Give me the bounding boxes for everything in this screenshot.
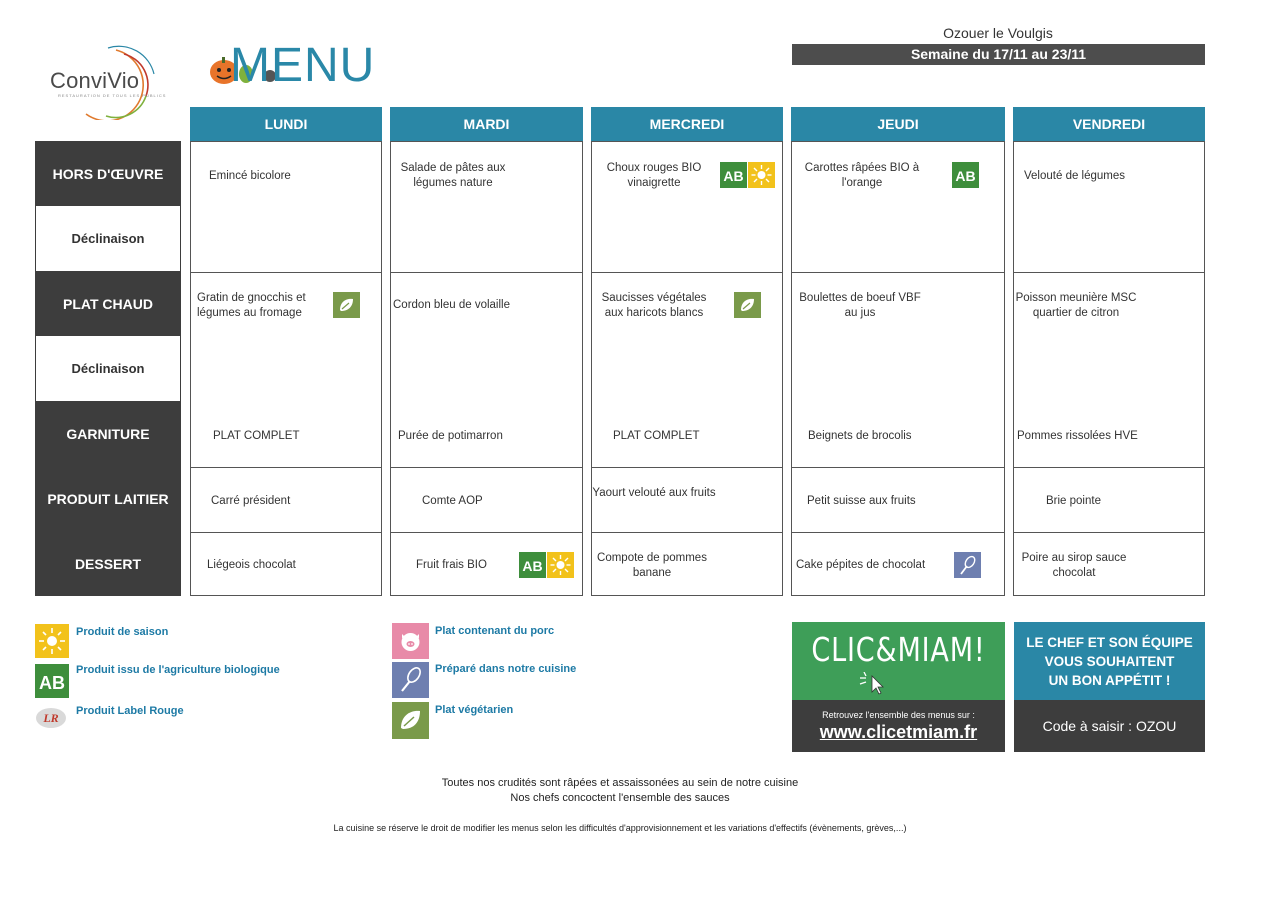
row-header-produit-laitier: PRODUIT LAITIER — [35, 466, 181, 531]
ab-organic-icon — [720, 162, 747, 188]
menu-cell: Yaourt velouté aux fruits — [592, 487, 716, 499]
sun-icon — [35, 624, 69, 658]
menu-cell: Pommes rissolées HVE — [1017, 430, 1138, 442]
svg-text:AB: AB — [39, 673, 65, 693]
menu-cell: Emincé bicolore — [209, 170, 291, 182]
svg-text:LR: LR — [43, 711, 59, 725]
menu-cell: Beignets de brocolis — [808, 430, 912, 442]
menu-cell: Brie pointe — [1046, 495, 1101, 507]
logo-tagline: RESTAURATION DE TOUS LES PUBLICS — [58, 93, 167, 98]
legend-vegetarian-label: Plat végétarien — [435, 704, 514, 716]
menu-cell: Liégeois chocolat — [207, 559, 296, 571]
menu-cell: Saucisses végétales aux haricots blancs — [601, 292, 707, 319]
menu-cell: Salade de pâtes aux légumes nature — [400, 162, 506, 189]
svg-text:AB: AB — [723, 168, 744, 184]
whisk-icon — [954, 552, 981, 578]
legend-homemade-label: Préparé dans notre cuisine — [435, 663, 577, 675]
day-header-mercredi: MERCREDI — [591, 107, 783, 141]
legend-seasonal-label: Produit de saison — [76, 626, 169, 638]
menu-cell: Fruit frais BIO — [416, 559, 487, 571]
clic-miam-subtitle: Retrouvez l'ensemble des menus sur : — [822, 710, 975, 720]
clic-miam-title: CLIC&MIAM! — [811, 630, 986, 669]
row-header-plat-chaud: PLAT CHAUD — [35, 271, 181, 336]
row-header-hors-doeuvre: HORS D'ŒUVRE — [35, 141, 181, 206]
menu-cell: Compote de pommes banane — [597, 552, 707, 579]
week-banner: Semaine du 17/11 au 23/11 — [792, 44, 1205, 65]
convivio-logo — [46, 44, 168, 120]
footer-note-1: Toutes nos crudités sont râpées et assaissonées au sein de notre cuisine — [441, 777, 799, 789]
leaf-icon — [734, 292, 761, 318]
row-header-garniture: GARNITURE — [35, 401, 181, 466]
day-header-jeudi: JEUDI — [791, 107, 1005, 141]
footer-note-2: Nos chefs concoctent l'ensemble des sauces — [510, 792, 730, 804]
city-name: Ozouer le Voulgis — [943, 25, 1053, 41]
whisk-icon — [392, 662, 429, 698]
row-header-declinaison-2: Déclinaison — [35, 336, 181, 401]
day-header-vendredi: VENDREDI — [1013, 107, 1205, 141]
day-header-lundi: LUNDI — [190, 107, 382, 141]
day-column-vendredi — [1013, 141, 1205, 596]
menu-cell: Comte AOP — [422, 495, 483, 507]
menu-cell: Poire au sirop sauce chocolat — [1021, 552, 1127, 579]
ab-organic-icon — [35, 664, 69, 698]
chef-message-line: UN BON APPÉTIT ! — [1048, 673, 1171, 688]
clic-miam-panel[interactable] — [792, 622, 1005, 752]
svg-text:AB: AB — [522, 558, 543, 574]
legend-organic-label: Produit issu de l'agriculture biologique — [76, 664, 280, 676]
row-header-dessert: DESSERT — [35, 531, 181, 596]
day-column-jeudi — [791, 141, 1005, 596]
legend-pork-label: Plat contenant du porc — [435, 625, 555, 637]
menu-cell: Velouté de légumes — [1024, 170, 1126, 182]
menu-cell: Cake pépites de chocolat — [796, 559, 926, 571]
menu-cell: Petit suisse aux fruits — [807, 495, 916, 507]
sun-icon — [748, 162, 775, 188]
ab-organic-icon — [519, 552, 546, 578]
menu-cell: Choux rouges BIO vinaigrette — [606, 162, 702, 189]
row-header-declinaison-1: Déclinaison — [35, 206, 181, 271]
day-header-mardi: MARDI — [390, 107, 583, 141]
leaf-icon — [392, 702, 429, 739]
menu-title-text: MENU — [230, 39, 376, 92]
clic-miam-url[interactable]: www.clicetmiam.fr — [819, 722, 978, 742]
menu-cell: Carré président — [211, 495, 291, 507]
chef-message-line: LE CHEF ET SON ÉQUIPE — [1026, 635, 1193, 650]
day-column-lundi — [190, 141, 382, 596]
clic-miam-logo — [792, 622, 1005, 700]
footer-disclaimer: La cuisine se réserve le droit de modifier les menus selon les difficultés d'approvisionnement et les variations d'effectifs (évènements, grèves,...) — [333, 823, 907, 833]
day-column-mardi — [390, 141, 583, 596]
menu-cell: PLAT COMPLET — [213, 430, 300, 442]
day-column-mercredi — [591, 141, 783, 596]
logo-text: ConviVio — [50, 68, 140, 93]
menu-cell: Carottes râpées BIO à l'orange — [804, 162, 920, 189]
clic-miam-footer — [792, 700, 1005, 752]
menu-cell: PLAT COMPLET — [613, 430, 700, 442]
menu-cell: Boulettes de boeuf VBF au jus — [799, 292, 921, 319]
cursor-click-icon — [858, 672, 892, 696]
leaf-icon — [333, 292, 360, 318]
access-code: Code à saisir : OZOU — [1014, 700, 1205, 752]
chef-message — [1014, 622, 1205, 700]
chef-panel — [1014, 622, 1205, 752]
menu-cell: Gratin de gnocchis et légumes au fromage — [197, 292, 306, 319]
menu-cell: Cordon bleu de volaille — [393, 299, 510, 311]
menu-cell: Poisson meunière MSC quartier de citron — [1015, 292, 1137, 319]
ab-organic-icon — [952, 162, 979, 188]
menu-cell: Purée de potimarron — [398, 430, 503, 442]
label-rouge-icon — [35, 706, 69, 730]
pig-icon — [392, 623, 429, 659]
legend-label-rouge-label: Produit Label Rouge — [76, 705, 184, 717]
sun-icon — [547, 552, 574, 578]
chef-message-line: VOUS SOUHAITENT — [1044, 654, 1175, 669]
svg-text:AB: AB — [955, 168, 976, 184]
